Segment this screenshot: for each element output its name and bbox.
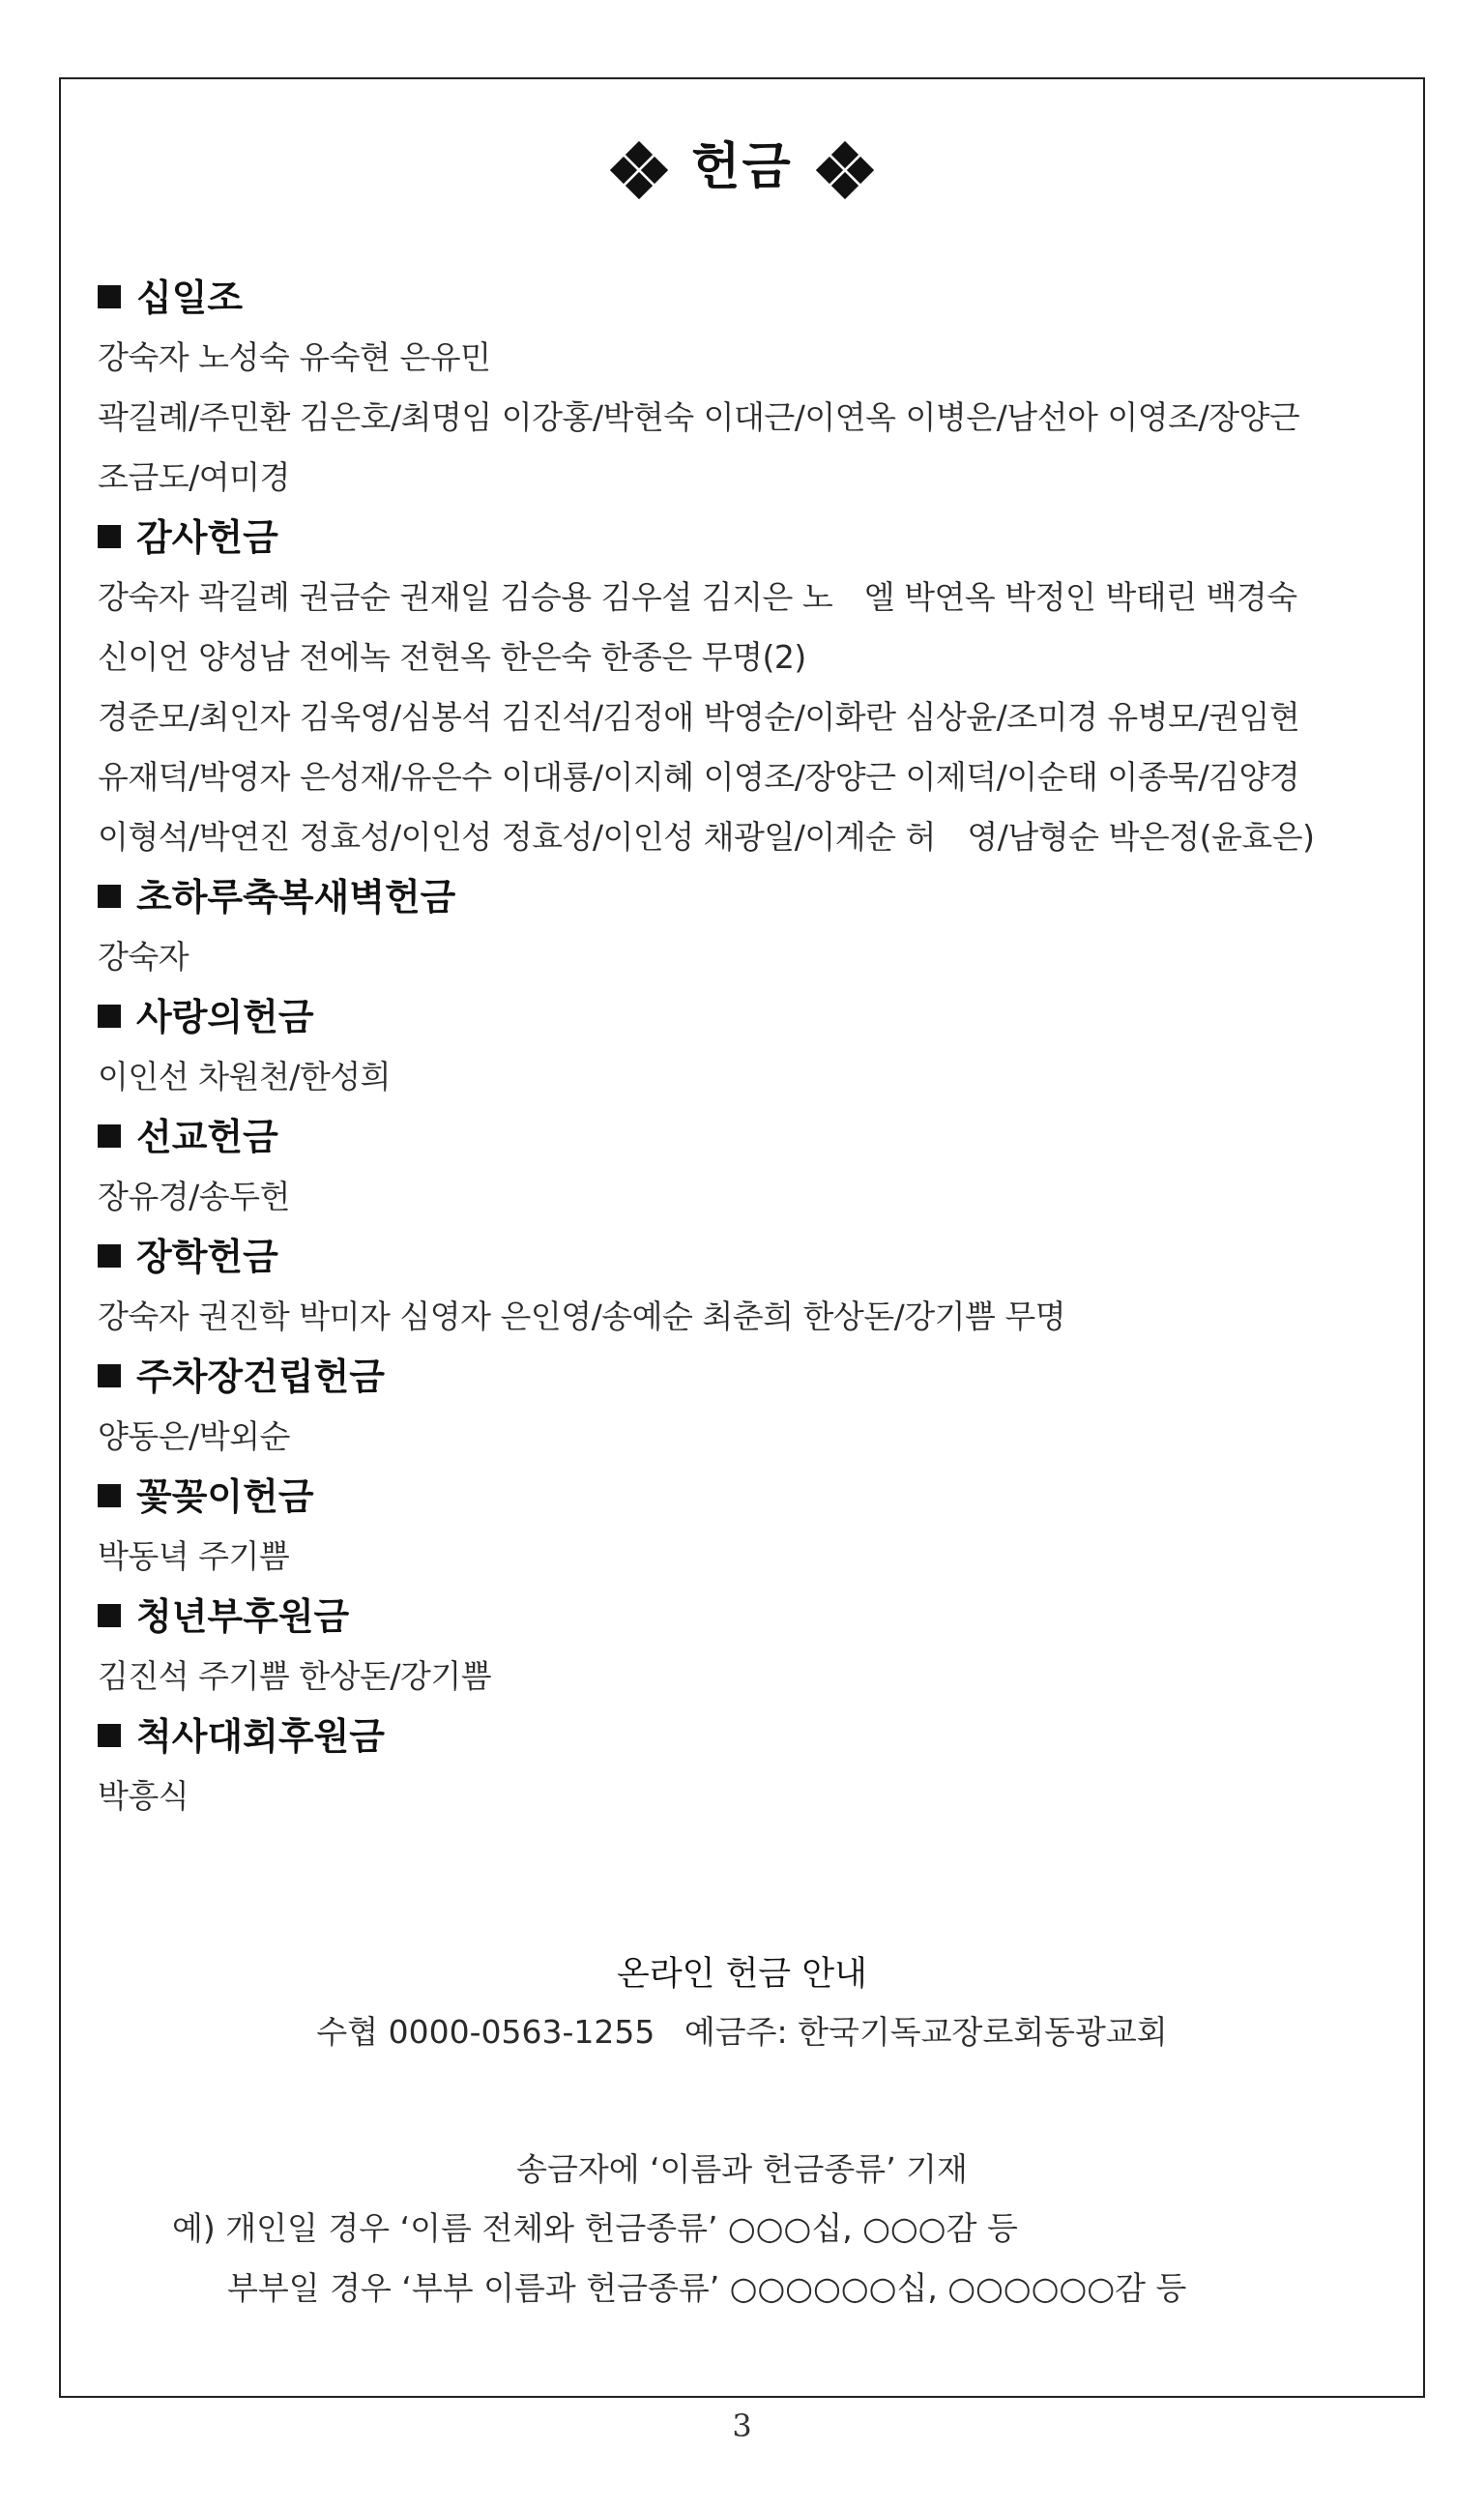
- ornament-right-icon: [818, 143, 872, 197]
- square-bullet-icon: [98, 1124, 121, 1148]
- donor-names-line: 강숙자 노성숙 유숙현 은유민: [98, 338, 491, 376]
- section-heading-label: 척사대회후원금: [136, 1715, 385, 1758]
- section-heading-label: 사랑의헌금: [136, 996, 314, 1038]
- page-title: 헌금: [691, 138, 793, 196]
- donor-names-line: 양동은/박외순: [98, 1417, 290, 1455]
- section-heading-label: 꽃꽂이헌금: [136, 1475, 314, 1518]
- donor-names-line: 박흥식: [98, 1777, 189, 1815]
- section-heading-label: 청년부후원금: [136, 1595, 350, 1638]
- page-number: 3: [732, 2407, 752, 2444]
- guide-account-line: [61, 2003, 1423, 2061]
- section-heading: [98, 1467, 1393, 1527]
- square-bullet-icon: [98, 1244, 121, 1268]
- section-heading: [98, 867, 1393, 927]
- square-bullet-icon: [98, 1364, 121, 1387]
- donor-names-line: 강숙자 곽길례 권금순 권재일 김승용 김우설 김지은 노 엘 박연옥 박정인 박태린 백경숙: [98, 578, 1297, 616]
- section-heading: [98, 1587, 1393, 1647]
- square-bullet-icon: [98, 885, 121, 908]
- ornament-left-icon: [612, 143, 666, 197]
- guide-title: 온라인 헌금 안내: [617, 1955, 867, 1994]
- section-heading: [98, 1107, 1393, 1167]
- square-bullet-icon: [98, 1005, 121, 1028]
- offering-sections: [98, 268, 1393, 1826]
- section-heading-label: 선교헌금: [136, 1116, 278, 1158]
- donor-names-line: 곽길례/주민환 김은호/최명임 이강홍/박현숙 이대근/이연옥 이병은/남선아 이영조/장양근: [98, 398, 1300, 436]
- online-offering-guide: [61, 1945, 1423, 2319]
- square-bullet-icon: [98, 525, 121, 548]
- donor-names-line: 장유경/송두헌: [98, 1178, 290, 1215]
- section-heading: [98, 508, 1393, 568]
- page-title-block: [61, 126, 1423, 198]
- donor-names-line: 조금도/여미경: [98, 458, 290, 496]
- square-bullet-icon: [98, 1724, 121, 1747]
- square-bullet-icon: [98, 1484, 121, 1507]
- section-heading-label: 주차장건립헌금: [136, 1356, 385, 1398]
- square-bullet-icon: [98, 285, 121, 308]
- square-bullet-icon: [98, 1604, 121, 1627]
- donor-names-line: 신이언 양성남 전에녹 전현옥 한은숙 한종은 무명(2): [98, 638, 806, 676]
- section-heading: [98, 1227, 1393, 1287]
- donor-names-line: 유재덕/박영자 은성재/유은수 이대룡/이지혜 이영조/장양근 이제덕/이순태 이종묵/김양경: [98, 758, 1300, 796]
- guide-example-couple: 부부일 경우 ‘부부 이름과 헌금종류’ ○○○○○○십, ○○○○○○감 등: [227, 2269, 1187, 2307]
- donor-names-line: 경준모/최인자 김욱영/심봉석 김진석/김정애 박영순/이화란 심상윤/조미경 유병모/권임현: [98, 698, 1300, 736]
- section-heading: [98, 1707, 1393, 1766]
- section-heading: [98, 268, 1393, 328]
- section-heading: [98, 1347, 1393, 1407]
- section-heading: [98, 987, 1393, 1047]
- section-heading-label: 초하루축복새벽헌금: [136, 876, 456, 919]
- guide-note: 송금자에 ‘이름과 헌금종류’ 기재: [516, 2150, 968, 2188]
- donor-names-line: 이인선 차원천/한성희: [98, 1058, 392, 1095]
- bank-account: 수협 0000-0563-1255: [316, 2013, 655, 2051]
- section-heading-label: 장학헌금: [136, 1236, 278, 1278]
- guide-example-individual: 예) 개인일 경우 ‘이름 전체와 헌금종류’ ○○○십, ○○○감 등: [172, 2209, 1018, 2247]
- donor-names-line: 이형석/박연진 정효성/이인성 정효성/이인성 채광일/이계순 허 영/남형순 박은정(윤효은): [98, 818, 1315, 856]
- section-heading-label: 감사헌금: [136, 516, 278, 559]
- donor-names-line: 박동녁 주기쁨: [98, 1537, 290, 1575]
- bulletin-frame: [59, 77, 1425, 2398]
- section-heading-label: 십일조: [136, 277, 244, 319]
- donor-names-line: 강숙자 권진학 박미자 심영자 은인영/송예순 최춘희 한상돈/강기쁨 무명: [98, 1298, 1066, 1335]
- donor-names-line: 강숙자: [98, 938, 189, 976]
- donor-names-line: 김진석 주기쁨 한상돈/강기쁨: [98, 1657, 492, 1695]
- account-holder: 예금주: 한국기독교장로회동광교회: [684, 2013, 1168, 2051]
